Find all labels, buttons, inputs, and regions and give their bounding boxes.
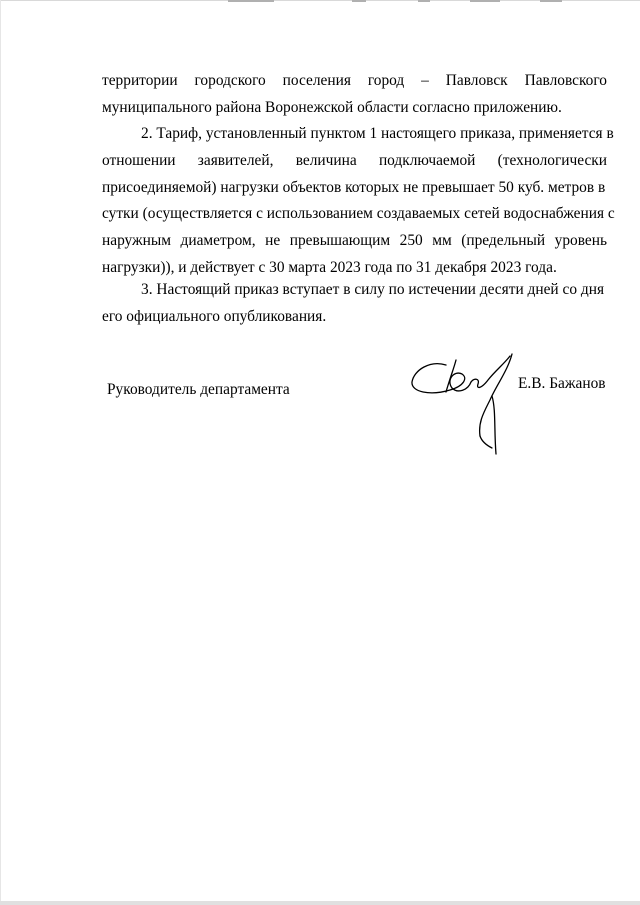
paragraph-2-line-4: сутки (осуществляется с использованием создаваемых сетей водоснабжения с [102, 205, 615, 223]
paragraph-2-line-3: присоединяемой) нагрузки объектов которых не превышает 50 куб. метров в [102, 178, 606, 196]
signatory-title: Руководитель департамента [107, 381, 290, 398]
paragraph-2-line-6: нагрузки)), и действует с 30 марта 2023 года по 31 декабря 2023 года. [102, 258, 557, 276]
scan-mark [470, 0, 500, 2]
paragraph-1 [102, 68, 607, 122]
paragraph-2-line-2: отношении заявителей, величина подключаемой (технологически [102, 151, 607, 169]
paragraph-1-line-1: территории городского поселения город – Павловск Павловского [102, 72, 607, 89]
paragraph-2 [102, 121, 615, 282]
paragraph-2-line-1: 2. Тариф, установленный пунктом 1 настоящего приказа, применяется в [141, 125, 614, 142]
signatory-name: Е.В. Бажанов [518, 375, 606, 392]
scan-mark [228, 0, 274, 2]
paragraph-3 [102, 277, 607, 331]
scan-edge-bottom [0, 901, 640, 905]
paragraph-1-line-2: муниципального района Воронежской области согласно приложению. [102, 98, 562, 116]
handwritten-signature [408, 350, 523, 460]
paragraph-3-line-1: 3. Настоящий приказ вступает в силу по истечении десяти дней со дня [141, 281, 605, 298]
scan-mark [352, 0, 366, 2]
paragraph-3-line-2: его официального опубликования. [102, 307, 327, 325]
paragraph-2-line-5: наружным диаметром, не превышающим 250 мм (предельный уровень [102, 232, 607, 250]
scan-mark [540, 0, 562, 2]
scan-edge-left [0, 0, 1, 905]
scan-mark [418, 0, 430, 2]
